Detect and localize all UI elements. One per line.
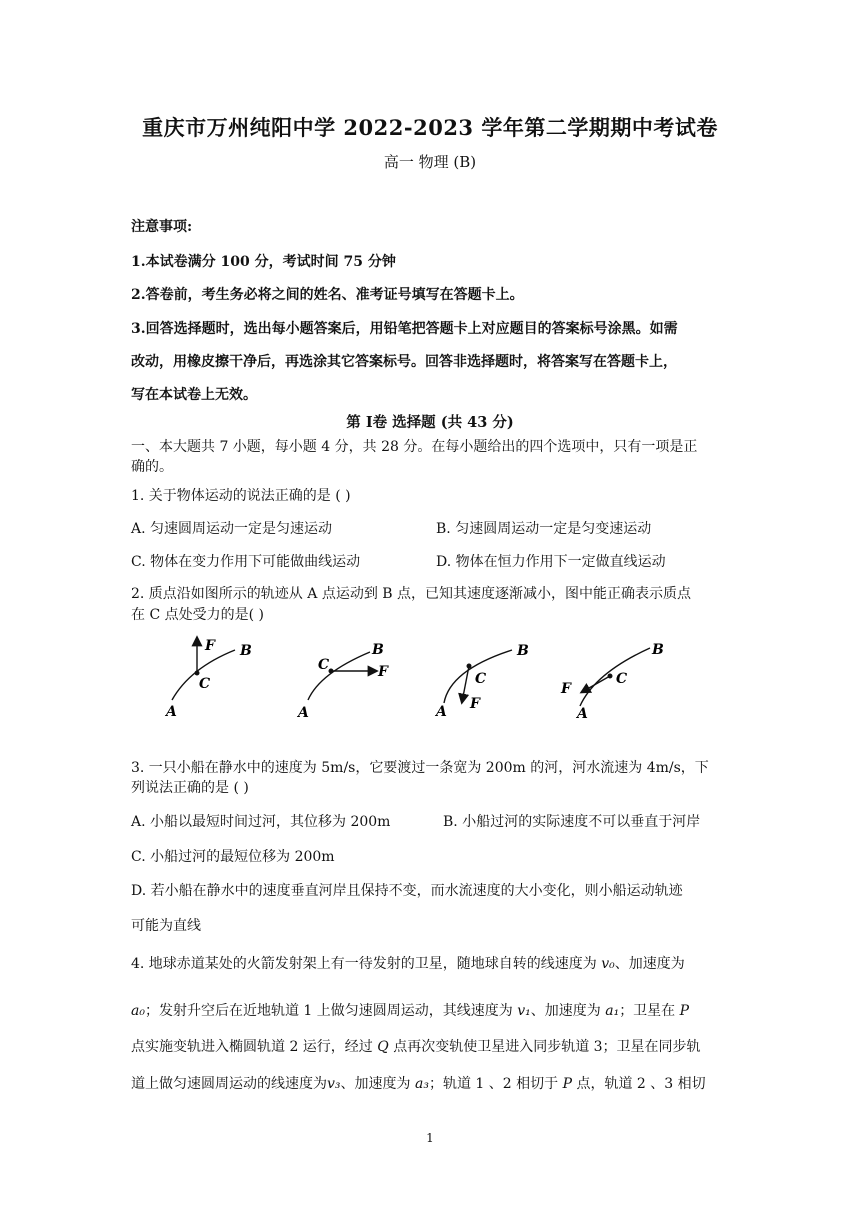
q2-stem-line-1: 2. 质点沿如图所示的轨迹从 A 点运动到 B 点，已知其速度逐渐减小，图中能正确表示质点 (131, 586, 692, 602)
q1-option-b: B. 匀速圆周运动一定是匀变速运动 (436, 521, 652, 537)
q2-figure (150, 628, 710, 723)
symbol-v0: v₀ (601, 956, 615, 972)
section-title: 第 Ⅰ卷 选择题 (共 43 分) (346, 414, 514, 431)
q4-text: 、加速度为 (530, 1003, 606, 1019)
q4-line-4 (131, 1073, 706, 1093)
section-intro-line-1: 一、本大题共 7 小题，每小题 4 分，共 28 分。在每小题给出的四个选项中，只有一项是正 (131, 439, 698, 455)
q2-figure-option-1 (164, 638, 252, 720)
q4-text: 道上做匀速圆周运动的线速度为 (131, 1076, 327, 1092)
symbol-a1: a₁ (605, 1003, 620, 1019)
q1-option-d: D. 物体在恒力作用下一定做直线运动 (436, 554, 666, 570)
symbol-a0: a₀ (131, 1003, 145, 1019)
label-b: B (240, 643, 252, 659)
q2-stem-line-2: 在 C 点处受力的是( ) (131, 607, 264, 623)
q4-text: 4. 地球赤道某处的火箭发射架上有一待发射的卫星，随地球自转的线速度为 (131, 956, 602, 972)
exam-subtitle: 高一 物理 (B) (383, 153, 477, 171)
label-b: B (652, 642, 664, 658)
q3-stem-line-2: 列说法正确的是 ( ) (131, 780, 249, 796)
page-number: 1 (426, 1131, 434, 1145)
label-b: B (372, 642, 384, 658)
trajectory-curve (172, 650, 235, 700)
q3-stem-line-1: 3. 一只小船在静水中的速度为 5m/s，它要渡过一条宽为 200m 的河，河水流速为 4m/s，下 (131, 760, 709, 776)
q3-option-b: B. 小船过河的实际速度不可以垂直于河岸 (443, 814, 701, 830)
q1-option-c: C. 物体在变力作用下可能做曲线运动 (131, 554, 361, 570)
label-f: F (378, 664, 388, 680)
label-c: C (475, 671, 487, 687)
q4-text: ；卫星在 (619, 1003, 680, 1019)
q2-figure-option-4 (560, 642, 664, 722)
label-b: B (517, 643, 529, 659)
notice-item-3-line-3: 写在本试卷上无效。 (131, 387, 257, 403)
exam-title: 重庆市万州纯阳中学 2022-2023 学年第二学期期中考试卷 (142, 115, 718, 140)
symbol-v3: v₃ (327, 1076, 341, 1092)
q4-text: 点，轨道 2 、3 相切 (572, 1076, 706, 1092)
q4-text: 点实施变轨进入椭圆轨道 2 运行，经过 (131, 1039, 378, 1055)
q1-option-a: A. 匀速圆周运动一定是匀速运动 (131, 521, 333, 537)
q4-text: 点再次变轨使卫星进入同步轨道 3；卫星在同步轨 (388, 1039, 701, 1055)
label-a: A (436, 704, 447, 720)
q1-stem: 1. 关于物体运动的说法正确的是 ( ) (131, 488, 351, 504)
label-c: C (318, 657, 330, 673)
q4-text: ；轨道 1 、2 相切于 (428, 1076, 563, 1092)
q3-option-d-line-1: D. 若小船在静水中的速度垂直河岸且保持不变，而水流速度的大小变化，则小船运动轨迹 (131, 883, 683, 899)
label-c: C (616, 671, 628, 687)
q2-figure-option-2 (296, 642, 389, 721)
label-c: C (199, 676, 211, 692)
q4-text: 、加速度为 (340, 1076, 415, 1092)
label-f: F (470, 696, 480, 712)
q3-option-c: C. 小船过河的最短位移为 200m (131, 849, 335, 865)
trajectory-curve (580, 648, 650, 706)
symbol-p: P (679, 1003, 690, 1019)
notice-heading: 注意事项: (131, 219, 193, 235)
q4-text: 、加速度为 (614, 956, 685, 972)
label-a: A (166, 704, 177, 720)
notice-item-3-line-2: 改动，用橡皮擦干净后，再选涂其它答案标号。回答非选择题时，将答案写在答题卡上， (131, 354, 677, 370)
q3-option-d-line-2: 可能为直线 (131, 918, 201, 934)
symbol-p: P (562, 1076, 572, 1092)
q4-text: ；发射升空后在近地轨道 1 上做匀速圆周运动，其线速度为 (144, 1003, 518, 1019)
symbol-a3: a₃ (414, 1076, 429, 1092)
section-intro-line-2: 确的。 (131, 459, 173, 475)
label-a: A (577, 706, 588, 722)
symbol-q: Q (377, 1039, 389, 1055)
label-a: A (298, 705, 309, 721)
force-arrow (582, 676, 610, 692)
q4-line-2 (131, 1000, 689, 1020)
q4-line-3 (131, 1036, 701, 1056)
notice-item-1: 1.本试卷满分 100 分，考试时间 75 分钟 (131, 254, 396, 270)
q2-figure-option-3 (434, 643, 529, 720)
notice-item-3-line-1: 3.回答选择题时，选出每小题答案后，用铅笔把答题卡上对应题目的答案标号涂黑。如需 (131, 321, 678, 337)
label-f: F (561, 681, 571, 697)
q4-line-1 (131, 953, 685, 973)
symbol-v1: v₁ (517, 1003, 531, 1019)
label-f: F (205, 638, 215, 654)
notice-item-2: 2.答卷前，考生务必将之间的姓名、准考证号填写在答题卡上。 (131, 287, 524, 303)
q3-option-a: A. 小船以最短时间过河，其位移为 200m (131, 814, 391, 830)
